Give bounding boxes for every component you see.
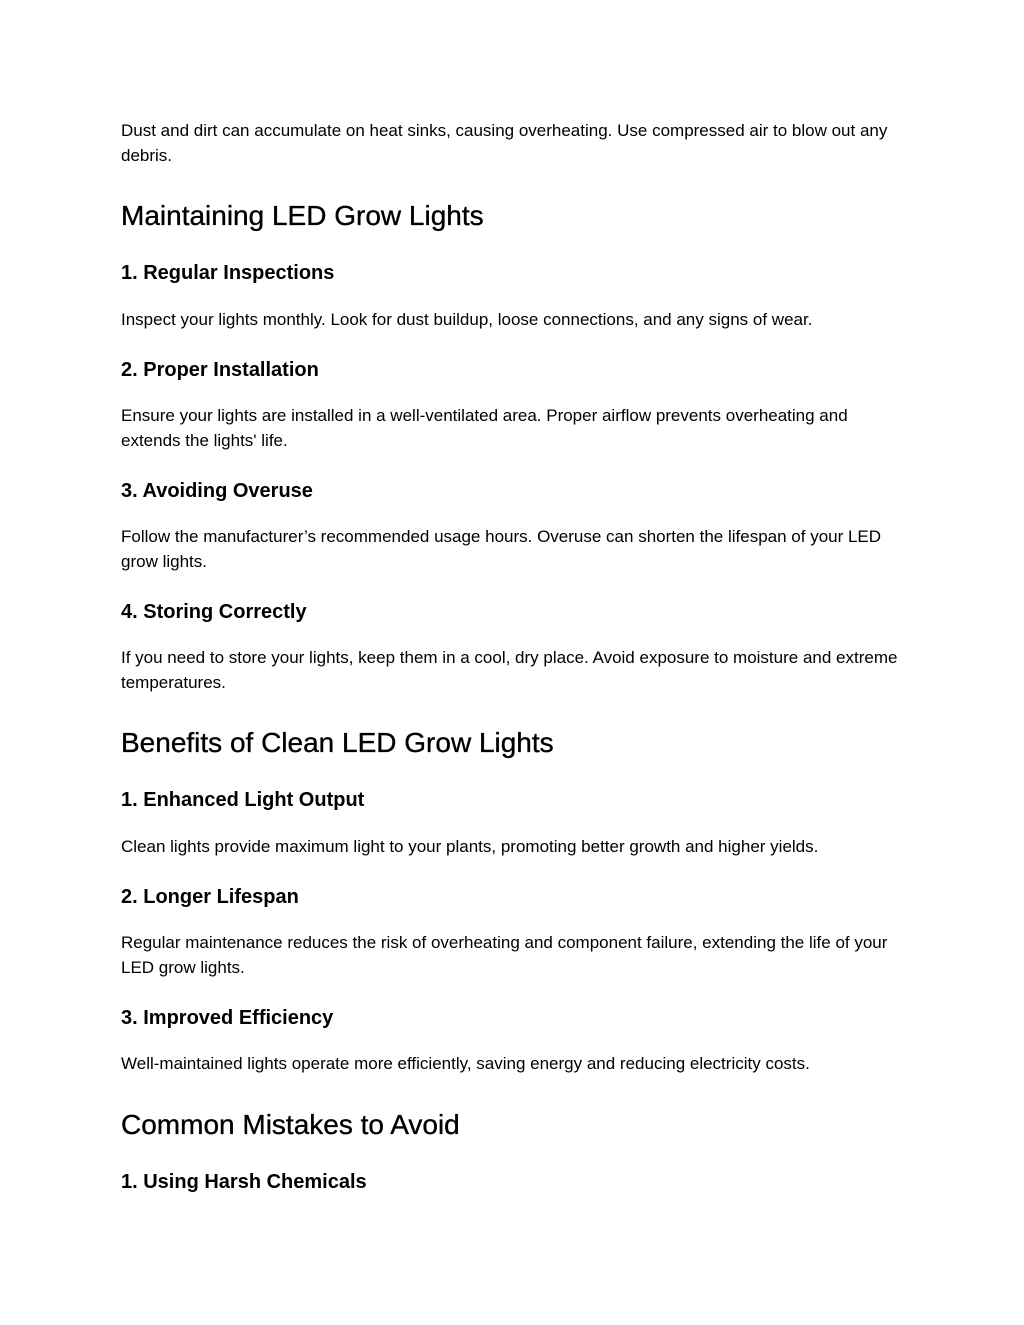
subheading-improved-efficiency: 3. Improved Efficiency [121,1007,334,1029]
paragraph-longer-lifespan: Regular maintenance reduces the risk of overheating and component failure, extending the life of your LED grow lights. [121,933,888,977]
subheading-proper-installation: 2. Proper Installation [121,359,319,381]
subheading-longer-lifespan: 2. Longer Lifespan [121,886,299,908]
paragraph-regular-inspections: Inspect your lights monthly. Look for dust buildup, loose connections, and any signs of wear. [121,310,813,329]
section-heading-mistakes: Common Mistakes to Avoid [121,1109,460,1140]
subheading-regular-inspections: 1. Regular Inspections [121,262,335,284]
paragraph-improved-efficiency: Well-maintained lights operate more efficiently, saving energy and reducing electricity costs. [121,1054,810,1073]
subheading-avoiding-overuse: 3. Avoiding Overuse [121,480,313,502]
section-heading-benefits: Benefits of Clean LED Grow Lights [121,727,554,758]
subheading-enhanced-light-output: 1. Enhanced Light Output [121,789,365,811]
intro-paragraph: Dust and dirt can accumulate on heat sinks, causing overheating. Use compressed air to blow out any debris. [121,121,888,165]
paragraph-storing-correctly: If you need to store your lights, keep them in a cool, dry place. Avoid exposure to moisture and extreme temperatures. [121,648,898,692]
paragraph-avoiding-overuse: Follow the manufacturer’s recommended usage hours. Overuse can shorten the lifespan of your LED grow lights. [121,527,882,571]
section-heading-maintaining: Maintaining LED Grow Lights [121,200,484,231]
paragraph-enhanced-light-output: Clean lights provide maximum light to your plants, promoting better growth and higher yields. [121,837,819,856]
paragraph-proper-installation: Ensure your lights are installed in a well-ventilated area. Proper airflow prevents overheating and extends the lights' life. [121,406,848,450]
subheading-storing-correctly: 4. Storing Correctly [121,601,307,623]
subheading-using-harsh-chemicals: 1. Using Harsh Chemicals [121,1171,367,1193]
